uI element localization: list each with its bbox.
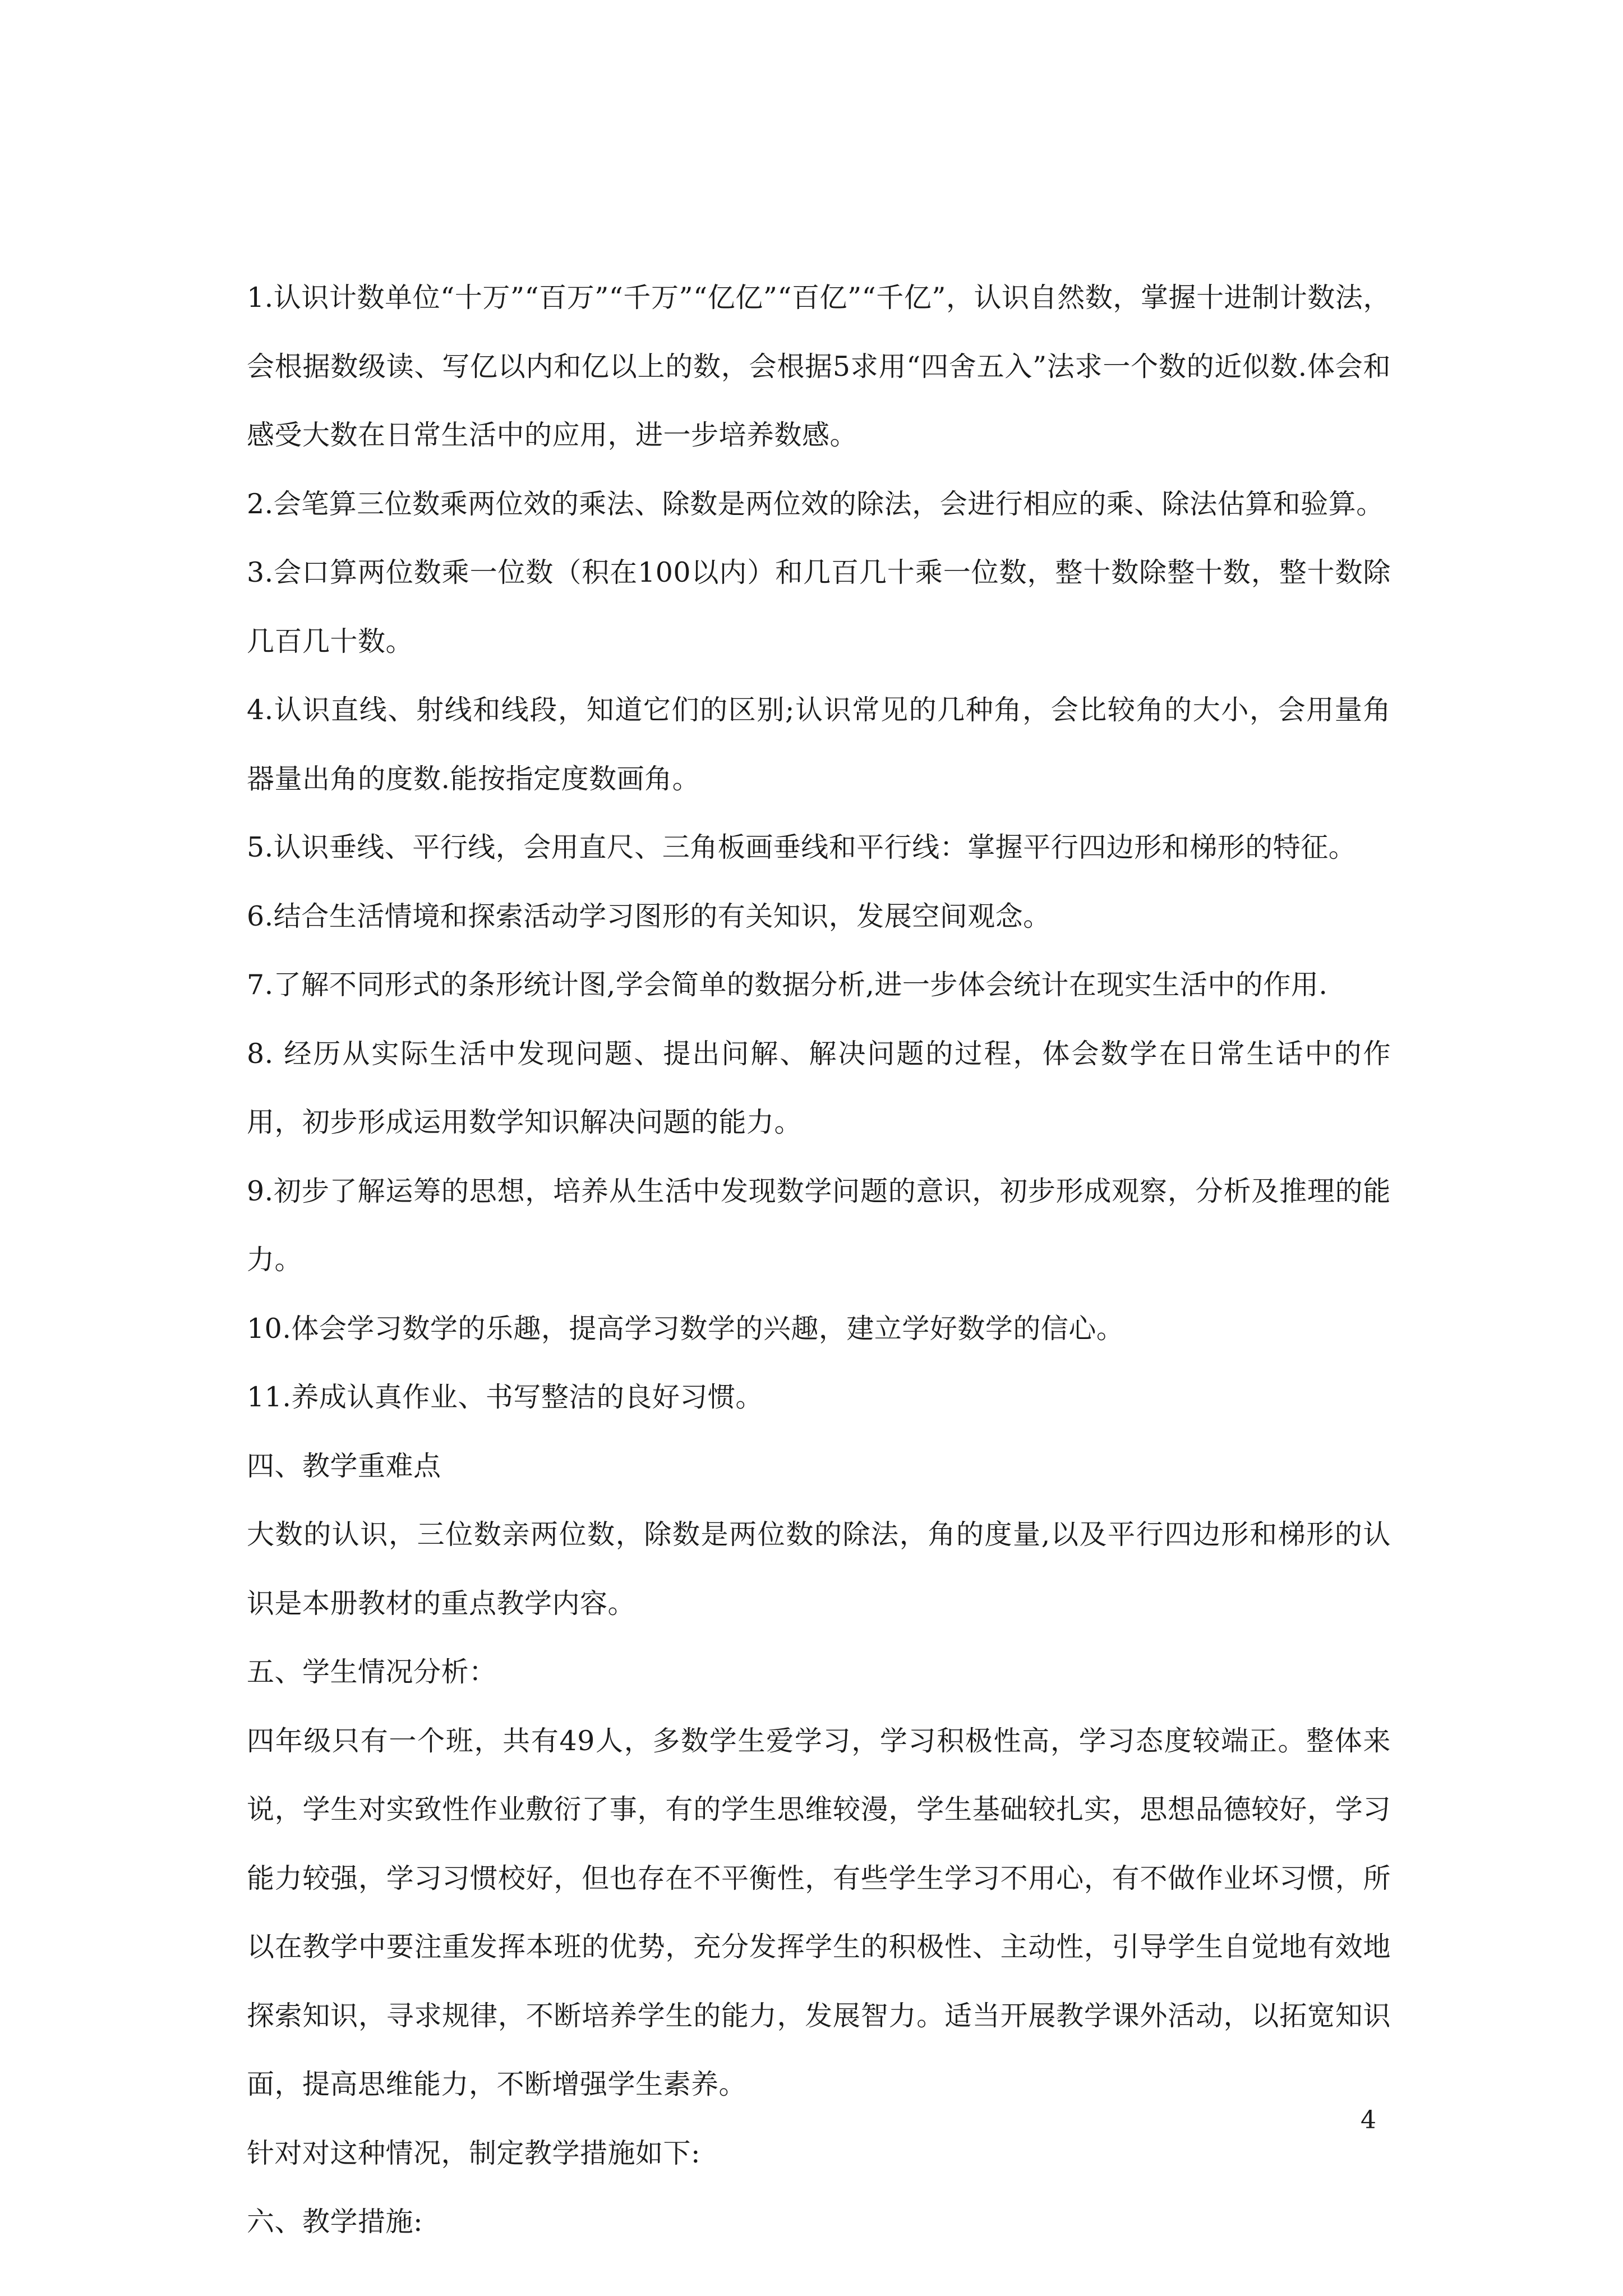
paragraph-objective-7: 7.了解不同形式的条形统计图,学会简单的数据分析,进一步体会统计在现实生活中的作用.: [247, 969, 1328, 1001]
paragraph-measures-intro: 针对对这种情况，制定教学措施如下:: [247, 2137, 701, 2169]
paragraph-objective-9: 9.初步了解运筹的思想，培养从生活中发现数学问题的意识，初步形成观察，分析及推理的能力。: [247, 1175, 1391, 1276]
paragraph-objective-6: 6.结合生活情境和探索活动学习图形的有关知识，发展空间观念。: [247, 900, 1051, 932]
paragraph-objective-4: 4.认识直线、射线和线段，知道它们的区别;认识常见的几种角，会比较角的大小，会用量角器量出角的度数.能按指定度数画角。: [247, 694, 1391, 795]
paragraph-objective-11: 11.养成认真作业、书写整洁的良好习惯。: [247, 1381, 763, 1413]
paragraph-objective-3: 3.会口算两位数乘一位数（积在100以内）和几百几十乘一位数，整十数除整十数，整十数除几百几十数。: [247, 556, 1391, 657]
section-heading-key-points: 四、教学重难点: [247, 1450, 441, 1482]
document-body: [247, 264, 1391, 2257]
page-number: 4: [1361, 2106, 1376, 2134]
paragraph-key-points: 大数的认识，三位数亲两位数，除数是两位数的除法，角的度量,以及平行四边形和梯形的认识是本册教材的重点教学内容。: [247, 1519, 1391, 1619]
paragraph-student-analysis: 四年级只有一个班，共有49人，多数学生爱学习，学习积极性高，学习态度较端正。整体来说，学生对实致性作业敷衍了事，有的学生思维较漫，学生基础较扎实，思想品德较好，学习能力较强，学习习惯校好，但也存在不平衡性，有些学生学习不用心，有不做作业坏习惯，所以在教学中要注重发挥本班的优势，充分发挥学生的积极性、主动性，引导学生自觉地有效地探索知识，寻求规律，不断培养学生的能力，发展智力。适当开展教学课外活动，以拓宽知识面，提高思维能力，不断增强学生素养。: [247, 1724, 1391, 2100]
section-heading-student-analysis: 五、学生情况分析：: [247, 1656, 497, 1688]
paragraph-objective-8: 8. 经历从实际生活中发现问题、提出问解、解决问题的过程，体会数学在日常生话中的作用，初步形成运用数学知识解决问题的能力。: [247, 1037, 1391, 1138]
section-heading-teaching-measures: 六、教学措施:: [247, 2206, 423, 2238]
paragraph-objective-10: 10.体会学习数学的乐趣，提高学习数学的兴趣，建立学好数学的信心。: [247, 1312, 1124, 1345]
paragraph-objective-1: 1.认识计数单位“十万”“百万”“千万”“亿亿”“百亿”“千亿”，认识自然数，掌握十进制计数法，会根据数级读、写亿以内和亿以上的数，会根据5求用“四舍五入”法求一个数的近似数.体会和 感受大数在日常生活中的应用，进一步培养数感。: [247, 282, 1391, 451]
paragraph-objective-2: 2.会笔算三位数乘两位效的乘法、除数是两位效的除法，会进行相应的乘、除法估算和验算。: [247, 487, 1384, 520]
paragraph-objective-5: 5.认识垂线、平行线，会用直尺、三角板画垂线和平行线：掌握平行四边形和梯形的特征。: [247, 831, 1357, 863]
